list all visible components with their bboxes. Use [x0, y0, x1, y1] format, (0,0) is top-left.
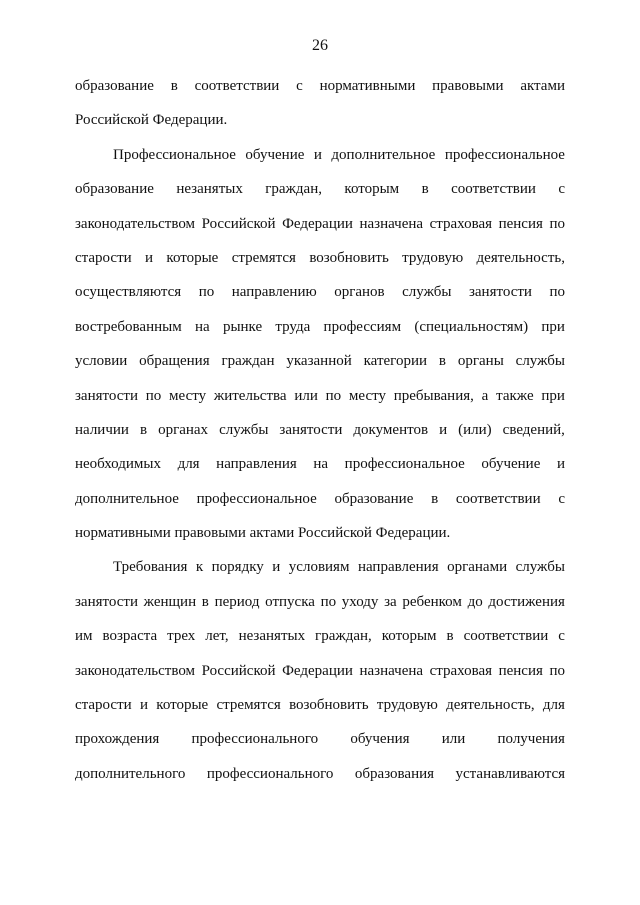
word: службы — [515, 353, 565, 370]
text-line — [75, 69, 565, 103]
word: старости — [75, 249, 132, 266]
page-number: 26 — [312, 37, 328, 54]
word: органах — [158, 421, 209, 438]
word: условиям — [288, 559, 350, 576]
word: им — [75, 628, 93, 645]
word: по — [198, 284, 215, 301]
word: в — [421, 181, 429, 198]
word: трудовую — [402, 249, 464, 266]
word: граждан, — [265, 181, 322, 198]
word: уходу — [341, 593, 379, 610]
word: при — [541, 318, 565, 335]
word: назначена — [359, 662, 424, 679]
word: пребывания, — [393, 387, 474, 404]
word: деятельность, — [476, 249, 565, 266]
text-line — [75, 688, 565, 722]
word: на — [313, 456, 329, 473]
word: (специальностям) — [414, 318, 529, 335]
word: достижения — [488, 593, 565, 610]
word: получения — [497, 731, 565, 748]
word: и — [272, 559, 281, 576]
text-line — [75, 138, 565, 172]
word: к — [195, 559, 204, 576]
word: которым — [344, 181, 400, 198]
text-line — [75, 241, 565, 275]
word: нормативными — [319, 78, 416, 94]
word: категории — [363, 353, 428, 370]
word: органов — [334, 284, 385, 301]
word: по — [549, 284, 565, 301]
word: обращения — [139, 353, 210, 370]
word: Федерации — [282, 215, 353, 232]
word: по — [145, 387, 162, 404]
paragraph — [75, 550, 565, 791]
word: службы — [515, 559, 565, 576]
word: занятости — [75, 387, 138, 404]
word: или — [294, 387, 318, 404]
word: соответствии — [451, 181, 536, 198]
word: отпуска — [265, 593, 315, 610]
word: необходимых — [75, 456, 161, 473]
word: профессиональное — [344, 456, 465, 473]
word: ребенком — [402, 593, 462, 610]
text-line — [75, 722, 565, 756]
word: дополнительного — [75, 765, 186, 782]
word: профессиональное — [444, 146, 565, 163]
word: соответствии — [455, 490, 541, 507]
word: соответствии — [463, 628, 549, 645]
word: Российской — [201, 215, 276, 232]
word: и — [145, 249, 154, 266]
word: обучение — [245, 146, 305, 163]
word: по — [549, 662, 565, 679]
word: службы — [219, 421, 269, 438]
word: устанавливаются — [455, 765, 565, 782]
text-line — [75, 207, 565, 241]
word: за — [384, 593, 397, 610]
word: занятости — [468, 284, 532, 301]
word: условии — [75, 353, 128, 370]
text-line — [75, 447, 565, 481]
word: лет, — [205, 628, 229, 645]
text-line — [75, 172, 565, 206]
word: стремятся — [216, 697, 281, 714]
word: для — [542, 697, 565, 714]
word: с — [558, 628, 565, 645]
word: по — [325, 387, 342, 404]
word: незанятых — [176, 181, 243, 198]
word: по — [320, 593, 337, 610]
word: которые — [156, 697, 209, 714]
word: в — [139, 421, 148, 438]
word: направления — [216, 456, 297, 473]
paragraph — [75, 138, 565, 551]
word: при — [541, 387, 565, 404]
paragraph — [75, 69, 565, 138]
word: указанной — [286, 353, 352, 370]
word: профессиям — [323, 318, 402, 335]
word: Профессиональное — [113, 146, 236, 163]
word: сведений, — [502, 421, 565, 438]
word: образования — [354, 765, 435, 782]
word: в — [446, 628, 454, 645]
word: старости — [75, 697, 132, 714]
text-line — [75, 344, 565, 378]
text-line — [75, 379, 565, 413]
word: на — [194, 318, 210, 335]
word: трудовую — [376, 697, 438, 714]
word: а — [481, 387, 489, 404]
word: в — [438, 353, 446, 370]
word: дополнительное — [331, 146, 436, 163]
word: Федерации — [282, 662, 353, 679]
word: незанятых — [238, 628, 306, 645]
word: дополнительное — [75, 490, 179, 507]
word: наличии — [75, 421, 129, 438]
text-line: нормативными правовыми актами Российской Федерации. — [75, 525, 451, 542]
word: стремятся — [231, 249, 296, 266]
word: которым — [381, 628, 437, 645]
word: службы — [402, 284, 452, 301]
word: месту — [348, 387, 386, 404]
text-line — [75, 482, 565, 516]
word: с — [558, 181, 565, 198]
word: образование — [75, 78, 154, 94]
text-line — [75, 757, 565, 791]
word: жительства — [213, 387, 287, 404]
word: востребованным — [75, 318, 182, 335]
word: профессионального — [191, 731, 319, 748]
word: для — [177, 456, 200, 473]
word: в — [431, 490, 439, 507]
word: пенсия — [498, 215, 543, 232]
document-body — [75, 69, 565, 791]
word: Требования — [113, 559, 188, 576]
word: порядку — [211, 559, 264, 576]
word: обучения — [350, 731, 410, 748]
word: осуществляются — [75, 284, 182, 301]
word: и — [313, 146, 322, 163]
word: направления — [357, 559, 439, 576]
word: и — [139, 697, 148, 714]
word: занятости — [279, 421, 343, 438]
word: в — [170, 78, 178, 94]
word: и — [556, 456, 565, 473]
word: обучение — [481, 456, 541, 473]
text-line — [75, 275, 565, 309]
word: возобновить — [289, 697, 369, 714]
word: актами — [520, 78, 565, 94]
word: в — [201, 593, 209, 610]
word: и — [439, 421, 448, 438]
word: с — [558, 490, 565, 507]
word: законодательством — [75, 662, 196, 679]
word: женщин — [143, 593, 197, 610]
word: или — [441, 731, 466, 748]
text-line: Российской Федерации. — [75, 112, 228, 129]
word: которые — [166, 249, 219, 266]
word: (или) — [458, 421, 492, 438]
word: занятости — [75, 593, 138, 610]
word: соответствии — [194, 78, 280, 94]
text-line — [75, 550, 565, 584]
word: страховая — [429, 215, 493, 232]
word: пенсия — [498, 662, 543, 679]
word: органы — [457, 353, 504, 370]
word: законодательством — [75, 215, 196, 232]
word: органами — [447, 559, 508, 576]
word: возобновить — [309, 249, 389, 266]
word: труда — [275, 318, 311, 335]
word: с — [296, 78, 303, 94]
word: период — [214, 593, 260, 610]
word: граждан, — [315, 628, 372, 645]
word: до — [467, 593, 483, 610]
word: трех — [167, 628, 196, 645]
text-line — [75, 619, 565, 653]
word: Российской — [201, 662, 276, 679]
text-line — [75, 585, 565, 619]
word: документов — [353, 421, 429, 438]
word: граждан — [221, 353, 275, 370]
word: правовыми — [432, 78, 504, 94]
text-line — [75, 654, 565, 688]
text-line — [75, 310, 565, 344]
word: деятельность, — [446, 697, 535, 714]
word: профессионального — [206, 765, 334, 782]
word: профессиональное — [196, 490, 317, 507]
word: рынке — [222, 318, 263, 335]
word: образование — [75, 181, 154, 198]
word: по — [549, 215, 565, 232]
word: возраста — [102, 628, 158, 645]
word: страховая — [429, 662, 493, 679]
word: месту — [169, 387, 207, 404]
word: направлению — [231, 284, 317, 301]
word: назначена — [359, 215, 424, 232]
word: также — [496, 387, 534, 404]
word: образование — [334, 490, 414, 507]
text-line — [75, 413, 565, 447]
word: прохождения — [75, 731, 160, 748]
